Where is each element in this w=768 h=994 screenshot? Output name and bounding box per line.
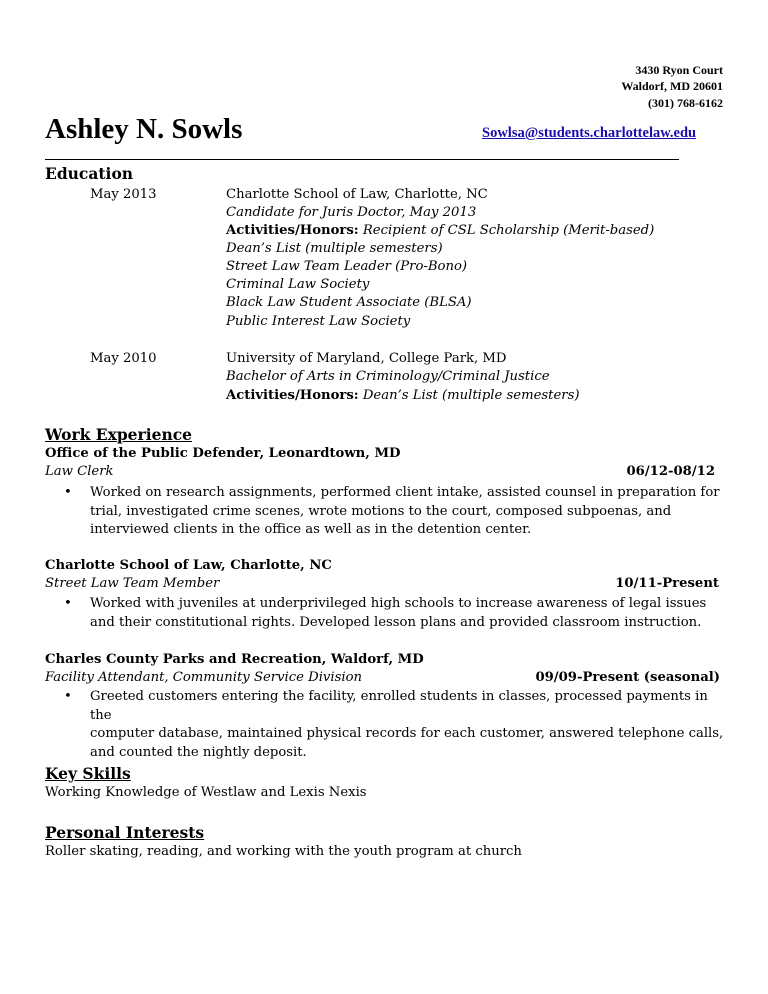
job-dates-3: 09/09-Present (seasonal) [535, 670, 720, 685]
edu-honor: Criminal Law Society [226, 277, 370, 292]
bullet-dot: • [64, 485, 72, 500]
job-title-2: Street Law Team Member [45, 576, 220, 591]
edu-honor: Black Law Student Associate (BLSA) [226, 295, 472, 310]
applicant-name: Ashley N. Sowls [45, 113, 243, 145]
edu-date-1: May 2013 [90, 187, 157, 202]
edu-activities-2 [226, 387, 579, 405]
job-dates-2: 10/11-Present [615, 576, 719, 591]
edu-degree-1: Candidate for Juris Doctor, May 2013 [226, 205, 477, 220]
bullet-line: and their constitutional rights. Developed lesson plans and provided classroom instruction. [90, 614, 702, 630]
bullet-line: Worked on research assignments, performed client intake, assisted counsel in preparation for [90, 485, 720, 500]
personal-interests-heading: Personal Interests [45, 823, 205, 842]
personal-interests-text: Roller skating, reading, and working with the youth program at church [45, 844, 522, 859]
phone-number: (301) 768-6162 [648, 96, 723, 110]
education-heading: Education [45, 164, 134, 183]
job-employer-1: Office of the Public Defender, Leonardtown, MD [45, 446, 401, 461]
job-bullet-3 [64, 688, 724, 762]
key-skills-text: Working Knowledge of Westlaw and Lexis Nexis [45, 785, 367, 800]
edu-school-1: Charlotte School of Law, Charlotte, NC [226, 187, 488, 202]
bullet-line: Greeted customers entering the facility, enrolled students in classes, processed payments in the [90, 689, 708, 723]
job-bullet-1 [64, 484, 724, 540]
edu-honor: Public Interest Law Society [226, 314, 411, 329]
work-experience-heading: Work Experience [45, 425, 193, 444]
bullet-line: trial, investigated crime scenes, wrote motions to the court, composed subpoenas, and [90, 503, 672, 519]
email-link[interactable]: Sowlsa@students.charlottelaw.edu [482, 125, 697, 141]
key-skills-heading: Key Skills [45, 764, 131, 783]
bullet-line: and counted the nightly deposit. [90, 744, 307, 760]
job-bullet-2 [64, 595, 724, 632]
job-dates-1: 06/12-08/12 [626, 464, 715, 479]
activities-value: Dean’s List (multiple semesters) [362, 388, 580, 403]
edu-degree-2: Bachelor of Arts in Criminology/Criminal Justice [226, 369, 550, 384]
activities-label: Activities/Honors: [226, 223, 359, 238]
edu-honor: Dean’s List (multiple semesters) [226, 241, 443, 256]
bullet-dot: • [64, 596, 72, 611]
address-line-2: Waldorf, MD 20601 [621, 79, 723, 93]
bullet-line: Worked with juveniles at underprivileged high schools to increase awareness of legal issues [90, 596, 707, 611]
address-line-1: 3430 Ryon Court [635, 63, 723, 77]
job-title-1: Law Clerk [45, 464, 114, 479]
bullet-line: computer database, maintained physical records for each customer, answered telephone calls, [90, 726, 724, 741]
bullet-line: interviewed clients in the office as well as in the detention center. [90, 522, 532, 537]
edu-honor: Street Law Team Leader (Pro-Bono) [226, 259, 468, 274]
header-rule [45, 159, 679, 160]
edu-date-2: May 2010 [90, 351, 157, 366]
edu-activities-1 [226, 222, 654, 240]
activities-value: Recipient of CSL Scholarship (Merit-based) [362, 223, 655, 238]
job-employer-3: Charles County Parks and Recreation, Waldorf, MD [45, 652, 424, 667]
edu-school-2: University of Maryland, College Park, MD [226, 351, 507, 366]
activities-label: Activities/Honors: [226, 388, 359, 403]
job-title-3: Facility Attendant, Community Service Division [45, 670, 363, 685]
job-employer-2: Charlotte School of Law, Charlotte, NC [45, 558, 332, 573]
bullet-dot: • [64, 689, 72, 704]
